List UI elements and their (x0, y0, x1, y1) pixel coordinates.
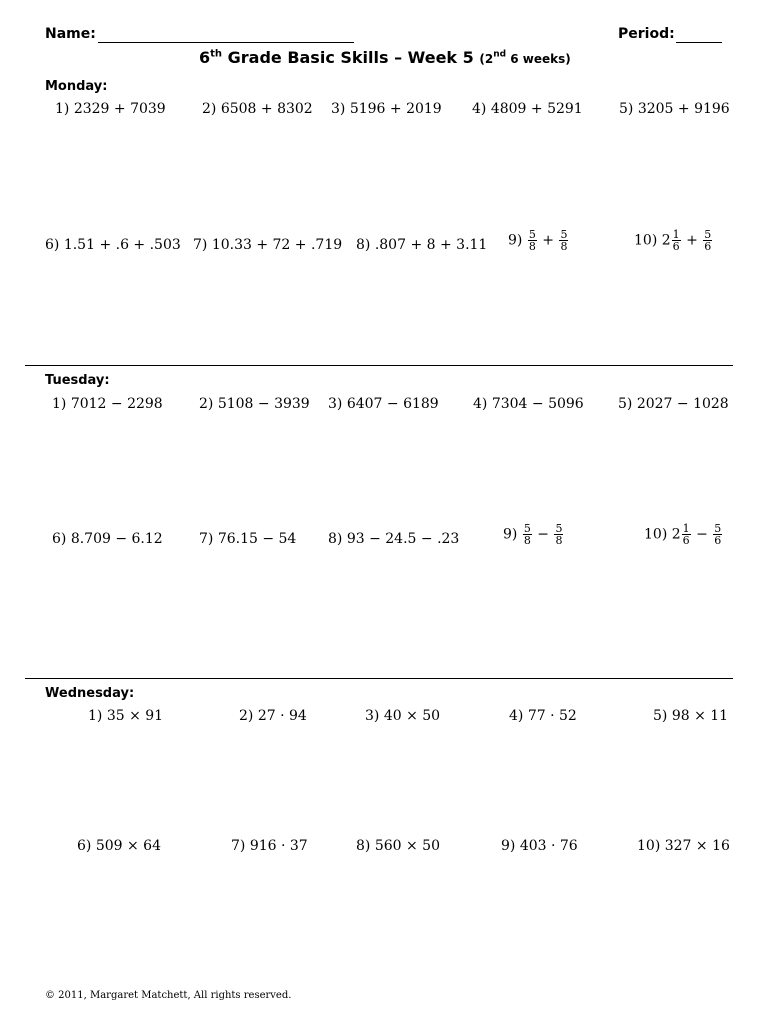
monday-problem-7: 7) 10.33 + 72 + .719 (193, 237, 343, 253)
monday-problem-10: 10) 2 $\frac{1}{6}$ + $\frac{5}{6}$ (634, 228, 712, 253)
tuesday-problem-6: 6) 8.709 − 6.12 (52, 531, 163, 547)
monday-problem-2: 2) 6508 + 8302 (202, 101, 313, 117)
section-label-tuesday: Tuesday: (45, 373, 110, 388)
fraction: $\frac{5}{6}$ (714, 522, 722, 547)
tuesday-problem-5: 5) 2027 − 1028 (618, 396, 729, 412)
fraction: $\frac{1}{6}$ (682, 522, 690, 547)
wednesday-problem-6: 6) 509 × 64 (77, 838, 161, 854)
wednesday-problem-2: 2) 27 · 94 (239, 708, 307, 724)
section-label-wednesday: Wednesday: (45, 686, 135, 701)
fraction: $\frac{5}{6}$ (704, 228, 712, 253)
fraction: $\frac{5}{8}$ (555, 522, 563, 547)
monday-problem-5: 5) 3205 + 9196 (619, 101, 730, 117)
page-title: 6th Grade Basic Skills – Week 5 (2nd 6 weeks) (199, 48, 571, 67)
wednesday-problem-4: 4) 77 · 52 (509, 708, 577, 724)
section-label-monday: Monday: (45, 79, 108, 94)
tuesday-problem-3: 3) 6407 − 6189 (328, 396, 439, 412)
name-blank-line[interactable] (98, 42, 354, 43)
tuesday-problem-1: 1) 7012 − 2298 (52, 396, 163, 412)
fraction: $\frac{5}{8}$ (523, 522, 531, 547)
tuesday-problem-2: 2) 5108 − 3939 (199, 396, 310, 412)
wednesday-problem-3: 3) 40 × 50 (365, 708, 441, 724)
name-label: Name: (45, 26, 96, 42)
monday-problem-8: 8) .807 + 8 + 3.11 (356, 237, 488, 253)
monday-problem-3: 3) 5196 + 2019 (331, 101, 442, 117)
wednesday-problem-10: 10) 327 × 16 (637, 838, 730, 854)
period-label: Period: (618, 26, 675, 42)
wednesday-problem-9: 9) 403 · 76 (501, 838, 578, 854)
wednesday-problem-7: 7) 916 · 37 (231, 838, 308, 854)
section-divider (25, 678, 733, 679)
copyright-notice: © 2011, Margaret Matchett, All rights reserved. (45, 990, 292, 1001)
section-divider (25, 365, 733, 366)
fraction: $\frac{1}{6}$ (672, 228, 680, 253)
tuesday-problem-9: 9) $\frac{5}{8}$ − $\frac{5}{8}$ (503, 522, 563, 547)
monday-problem-9: 9) $\frac{5}{8}$ + $\frac{5}{8}$ (508, 228, 568, 253)
monday-problem-1: 1) 2329 + 7039 (55, 101, 166, 117)
monday-problem-4: 4) 4809 + 5291 (472, 101, 583, 117)
tuesday-problem-8: 8) 93 − 24.5 − .23 (328, 531, 460, 547)
tuesday-problem-10: 10) 2 $\frac{1}{6}$ − $\frac{5}{6}$ (644, 522, 722, 547)
wednesday-problem-5: 5) 98 × 11 (653, 708, 729, 724)
fraction: $\frac{5}{8}$ (528, 228, 536, 253)
tuesday-problem-4: 4) 7304 − 5096 (473, 396, 584, 412)
wednesday-problem-1: 1) 35 × 91 (88, 708, 164, 724)
period-blank-line[interactable] (676, 42, 722, 43)
wednesday-problem-8: 8) 560 × 50 (356, 838, 440, 854)
monday-problem-6: 6) 1.51 + .6 + .503 (45, 237, 181, 253)
tuesday-problem-7: 7) 76.15 − 54 (199, 531, 297, 547)
fraction: $\frac{5}{8}$ (560, 228, 568, 253)
